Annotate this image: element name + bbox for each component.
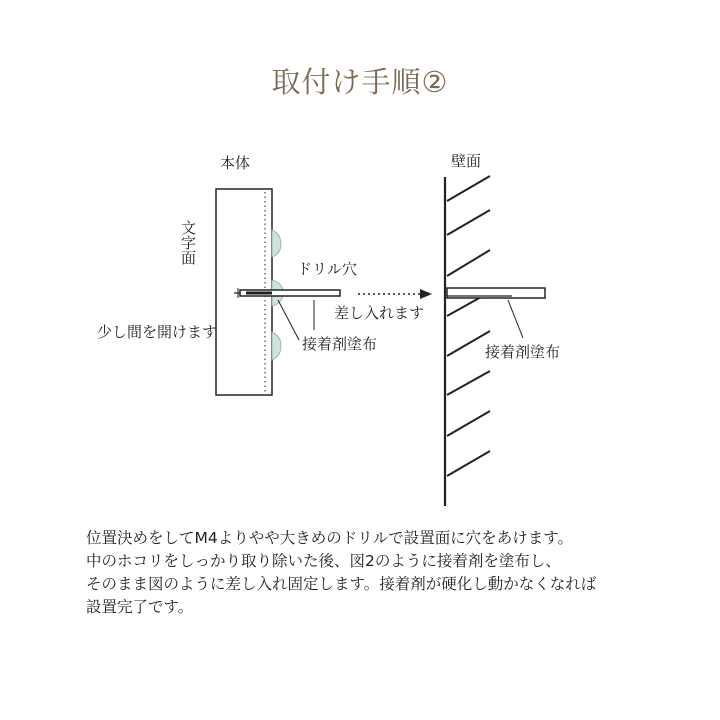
instruction-line: 位置決めをしてM4よりやや大きめのドリルで設置面に穴をあけます。: [86, 529, 573, 547]
gap-label: 少し間を開けます: [97, 323, 218, 341]
adhesive-label-left: 接着剤塗布: [302, 335, 378, 353]
drill-hole-label: ドリル穴: [297, 260, 358, 278]
page-title: 取付け手順②: [271, 65, 449, 99]
wall-hatching: [447, 176, 490, 476]
instruction-line: そのまま図のように差し入れ固定します。接着剤が硬化し動かなくなれば: [86, 575, 597, 593]
instruction-line: 中のホコリをしっかり取り除いた後、図2のように接着剤を塗布し、: [86, 552, 561, 570]
body-label: 本体: [220, 154, 251, 172]
wall-label: 壁面: [451, 152, 482, 170]
adhesive-leader-right: [508, 300, 523, 338]
insert-arrowhead: [420, 289, 432, 299]
adhesive-blob-top: [272, 230, 281, 257]
text-face-label: 文字面: [179, 220, 197, 265]
instruction-line: 設置完了です。: [86, 598, 194, 616]
adhesive-leader-left: [278, 300, 299, 340]
adhesive-label-right: 接着剤塗布: [485, 343, 561, 361]
bolt-left-core: [246, 292, 272, 295]
adhesive-blob-bottom: [272, 332, 281, 360]
insert-label: 差し入れます: [334, 304, 425, 322]
instructions: [86, 527, 716, 619]
